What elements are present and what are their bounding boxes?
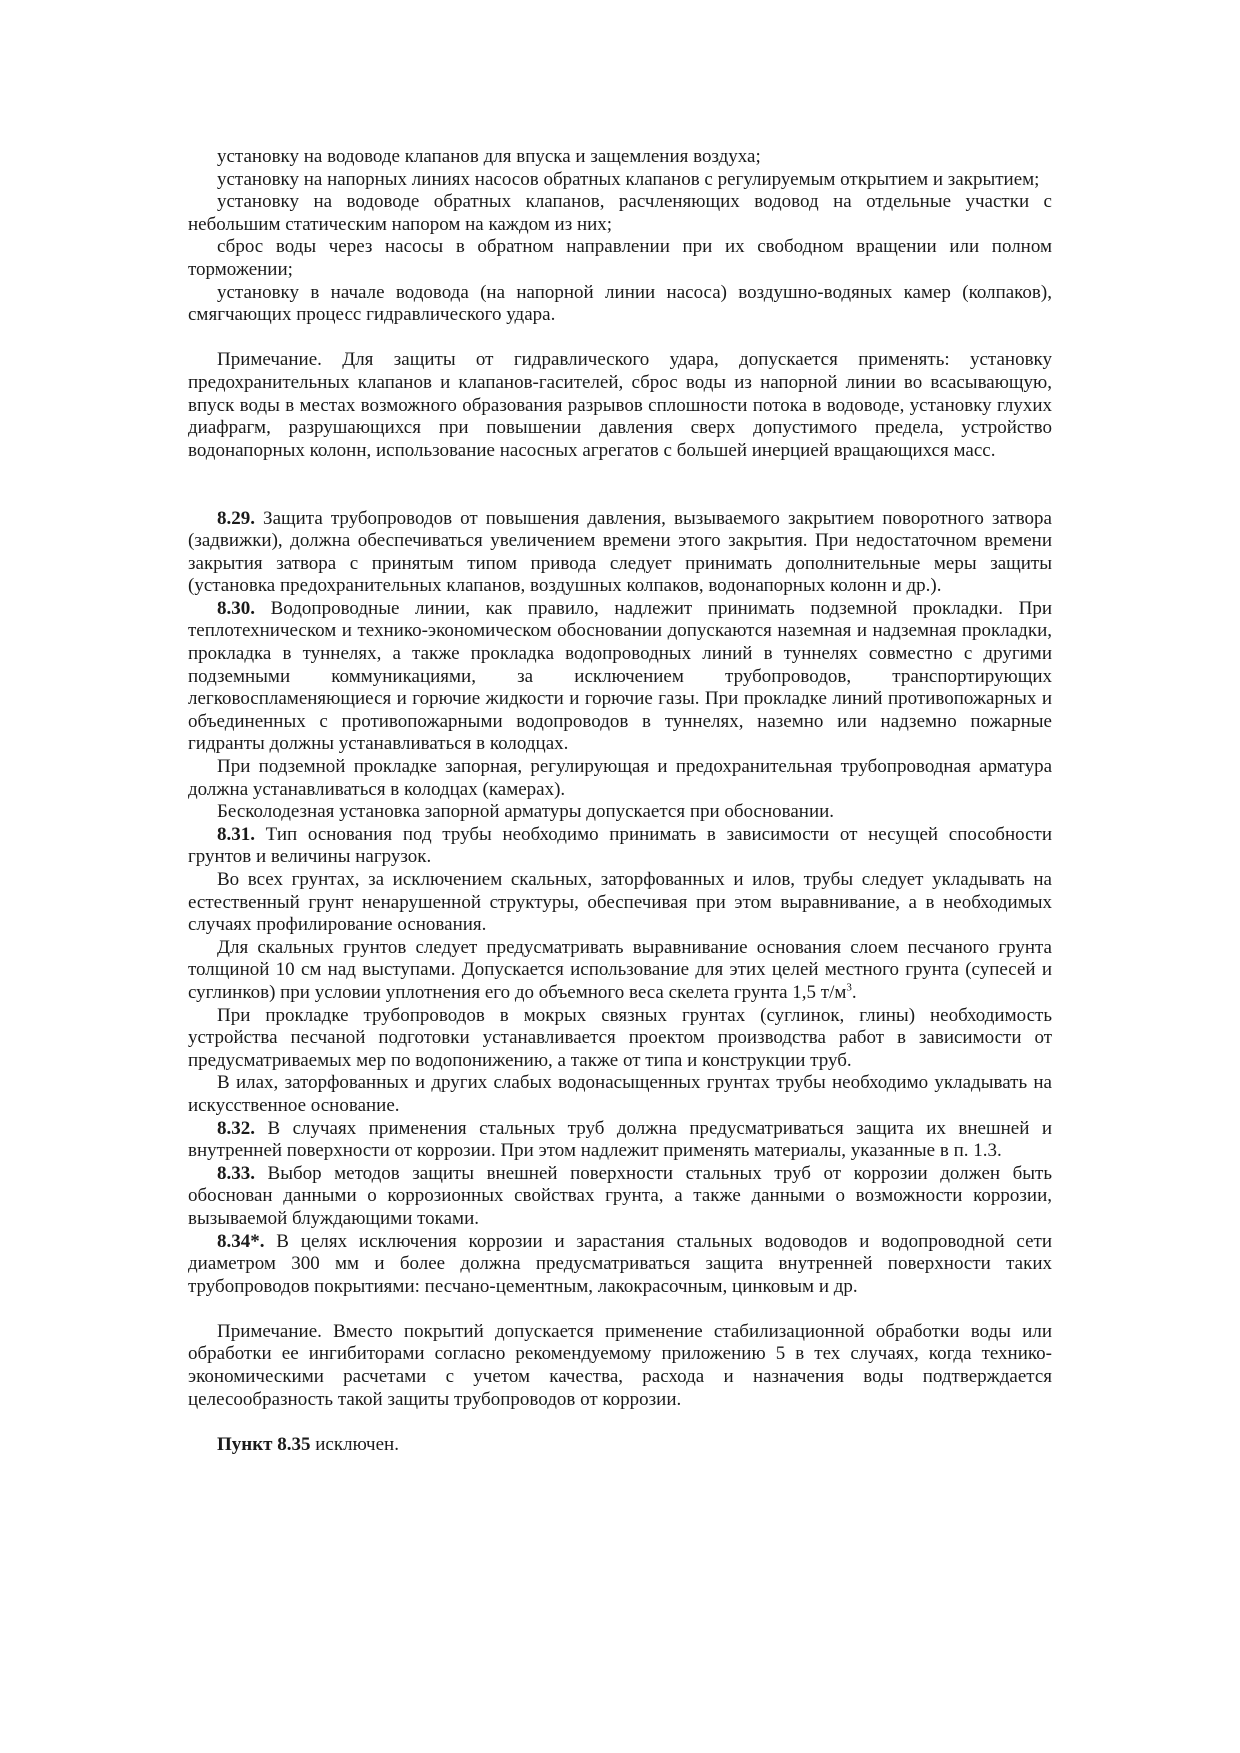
note-water-hammer [188,349,1052,462]
paragraph-check-valves-pipeline [188,191,1052,236]
clause-number: 8.32. [217,1117,255,1139]
clause-8-31 [188,824,1052,869]
paragraph-natural-soil [188,869,1052,937]
note-stabilization [188,1321,1052,1411]
paragraph-text: установку на водоводе клапанов для впуска и защемления воздуха; [217,146,761,167]
paragraph-text: В случаях применения стальных труб должна предусматриваться защита их внешней и внутренней поверхности от коррозии. При этом надлежит применять материалы, указанные в п. 1.3. [188,1117,1052,1162]
paragraph-text: Бесколодезная установка запорной арматуры допускается при обосновании. [217,801,835,823]
paragraph-text: Водопроводные линии, как правило, надлежит принимать подземной прокладки. При теплотехническом и технико-экономическом обосновании допускаются наземная и надземная прокладки, прокладка в туннелях, а также прокладка водопроводных линий в туннелях совместно с другими подземными коммуникациями, за исключением трубопроводов, транспортирующих легковоспламеняющиеся и горючие жидкости и горючие газы. При прокладке линий противопожарных и объединенных с противопожарными водопроводов в туннелях, наземно или надземно пожарные гидранты должны устанавливаться в колодцах. [188,597,1052,755]
paragraph-text-tail: . [851,981,857,1003]
paragraph-text: Для скальных грунтов следует предусматривать выравнивание основания слоем песчаного грунта толщиной 10 см над выступами. Допускается использование для этих целей местного грунта (супесей и суглинков) при условии уплотнения его до объемного веса скелета грунта 1,5 т/м [188,936,1052,1003]
paragraph-text: сброс воды через насосы в обратном направлении при их свободном вращении или полном торможении; [188,236,1052,280]
paragraph-text: При подземной прокладке запорная, регулирующая и предохранительная трубопроводная арматура должна устанавливаться в колодцах (камерах). [188,756,1052,800]
paragraph-text: Примечание. Для защиты от гидравлического удара, допускается применять: установку предохранительных клапанов и клапанов-гасителей, сброс воды из напорной линии во всасывающую, впуск воды в местах возможного образования разрывов сплошности потока в водоводе, установку глухих диафрагм, разрушающихся при повышении давления сверх допустимого предела, устройство водонапорных колонн, использование насосных агрегатов с большей инерцией вращающихся масс. [188,349,1052,461]
document-page [188,146,1052,1456]
paragraph-text: установку на напорных линиях насосов обратных клапанов с регулируемым открытием и закрытием; [217,168,1040,190]
paragraph-text: Тип основания под трубы необходимо принимать в зависимости от несущей способности грунтов и величины нагрузок. [188,823,1052,868]
clause-number: Пункт 8.35 [217,1433,311,1455]
paragraph-text: Защита трубопроводов от повышения давления, вызываемого закрытием поворотного затвора (задвижки), должна обеспечиваться увеличением времени этого закрытия. При недостаточном времени закрытия затвора с принятым типом привода следует принимать дополнительные меры защиты (установка предохранительных клапанов, воздушных колпаков, водонапорных колонн и др.). [188,507,1052,597]
paragraph-silt-soil [188,1072,1052,1117]
clause-8-29 [188,508,1052,598]
paragraph-text: В целях исключения коррозии и зарастания стальных водоводов и водопроводной сети диаметром 300 мм и более должна предусматриваться защита внутренней поверхности таких трубопроводов покрытиями: песчано-цементным, лакокрасочным, цинковым и др. [188,1230,1052,1297]
paragraph-text: В илах, заторфованных и других слабых водонасыщенных грунтах трубы необходимо укладывать на искусственное основание. [188,1072,1052,1116]
paragraph-text: Выбор методов защиты внешней поверхности стальных труб от коррозии должен быть обоснован данными о коррозионных свойствах грунта, а также данными о возможности коррозии, вызываемой блуждающими токами. [188,1162,1052,1229]
paragraph-text: установку на водоводе обратных клапанов, расчленяющих водовод на отдельные участки с небольшим статическим напором на каждом из них; [188,191,1052,235]
clause-8-32 [188,1118,1052,1163]
superscript: 3 [846,981,852,994]
paragraph-underground-valves [188,756,1052,801]
clause-number: 8.33. [217,1162,255,1184]
paragraph-text: Примечание. Вместо покрытий допускается применение стабилизационной обработки воды или обработки ее ингибиторами согласно рекомендуемому приложению 5 в тех случаях, когда технико-экономическими расчетами с учетом качества, расхода и назначения воды подтверждается целесообразность такой защиты трубопроводов от коррозии. [188,1320,1052,1410]
paragraph-reverse-flow [188,236,1052,281]
clause-number: 8.30. [217,597,255,619]
clause-8-35 [188,1434,1052,1457]
paragraph-wet-soil [188,1005,1052,1073]
paragraph-check-valves-pump [188,169,1052,192]
clause-number: 8.31. [217,823,255,845]
paragraph-wellless-valves [188,801,1052,824]
clause-number: 8.34*. [217,1230,265,1252]
paragraph-text: Во всех грунтах, за исключением скальных, заторфованных и илов, трубы следует укладывать на естественный грунт ненарушенной структуры, обеспечивая при этом выравнивание, а в необходимых случаях профилирование основания. [188,869,1052,936]
clause-number: 8.29. [217,507,255,529]
clause-8-30 [188,598,1052,756]
paragraph-text: установку в начале водовода (на напорной линии насоса) воздушно-водяных камер (колпаков), смягчающих процесс гидравлического удара. [188,281,1052,326]
paragraph-air-chambers [188,282,1052,327]
paragraph-text: исключен. [310,1433,399,1455]
clause-8-34 [188,1231,1052,1299]
paragraph-air-valves [188,146,1052,169]
paragraph-rocky-soil [188,937,1052,1005]
clause-8-33 [188,1163,1052,1231]
paragraph-text: При прокладке трубопроводов в мокрых связных грунтах (суглинок, глины) необходимость устройства песчаной подготовки устанавливается проектом производства работ в зависимости от предусматриваемых мер по водопонижению, а также от типа и конструкции труб. [188,1004,1052,1071]
